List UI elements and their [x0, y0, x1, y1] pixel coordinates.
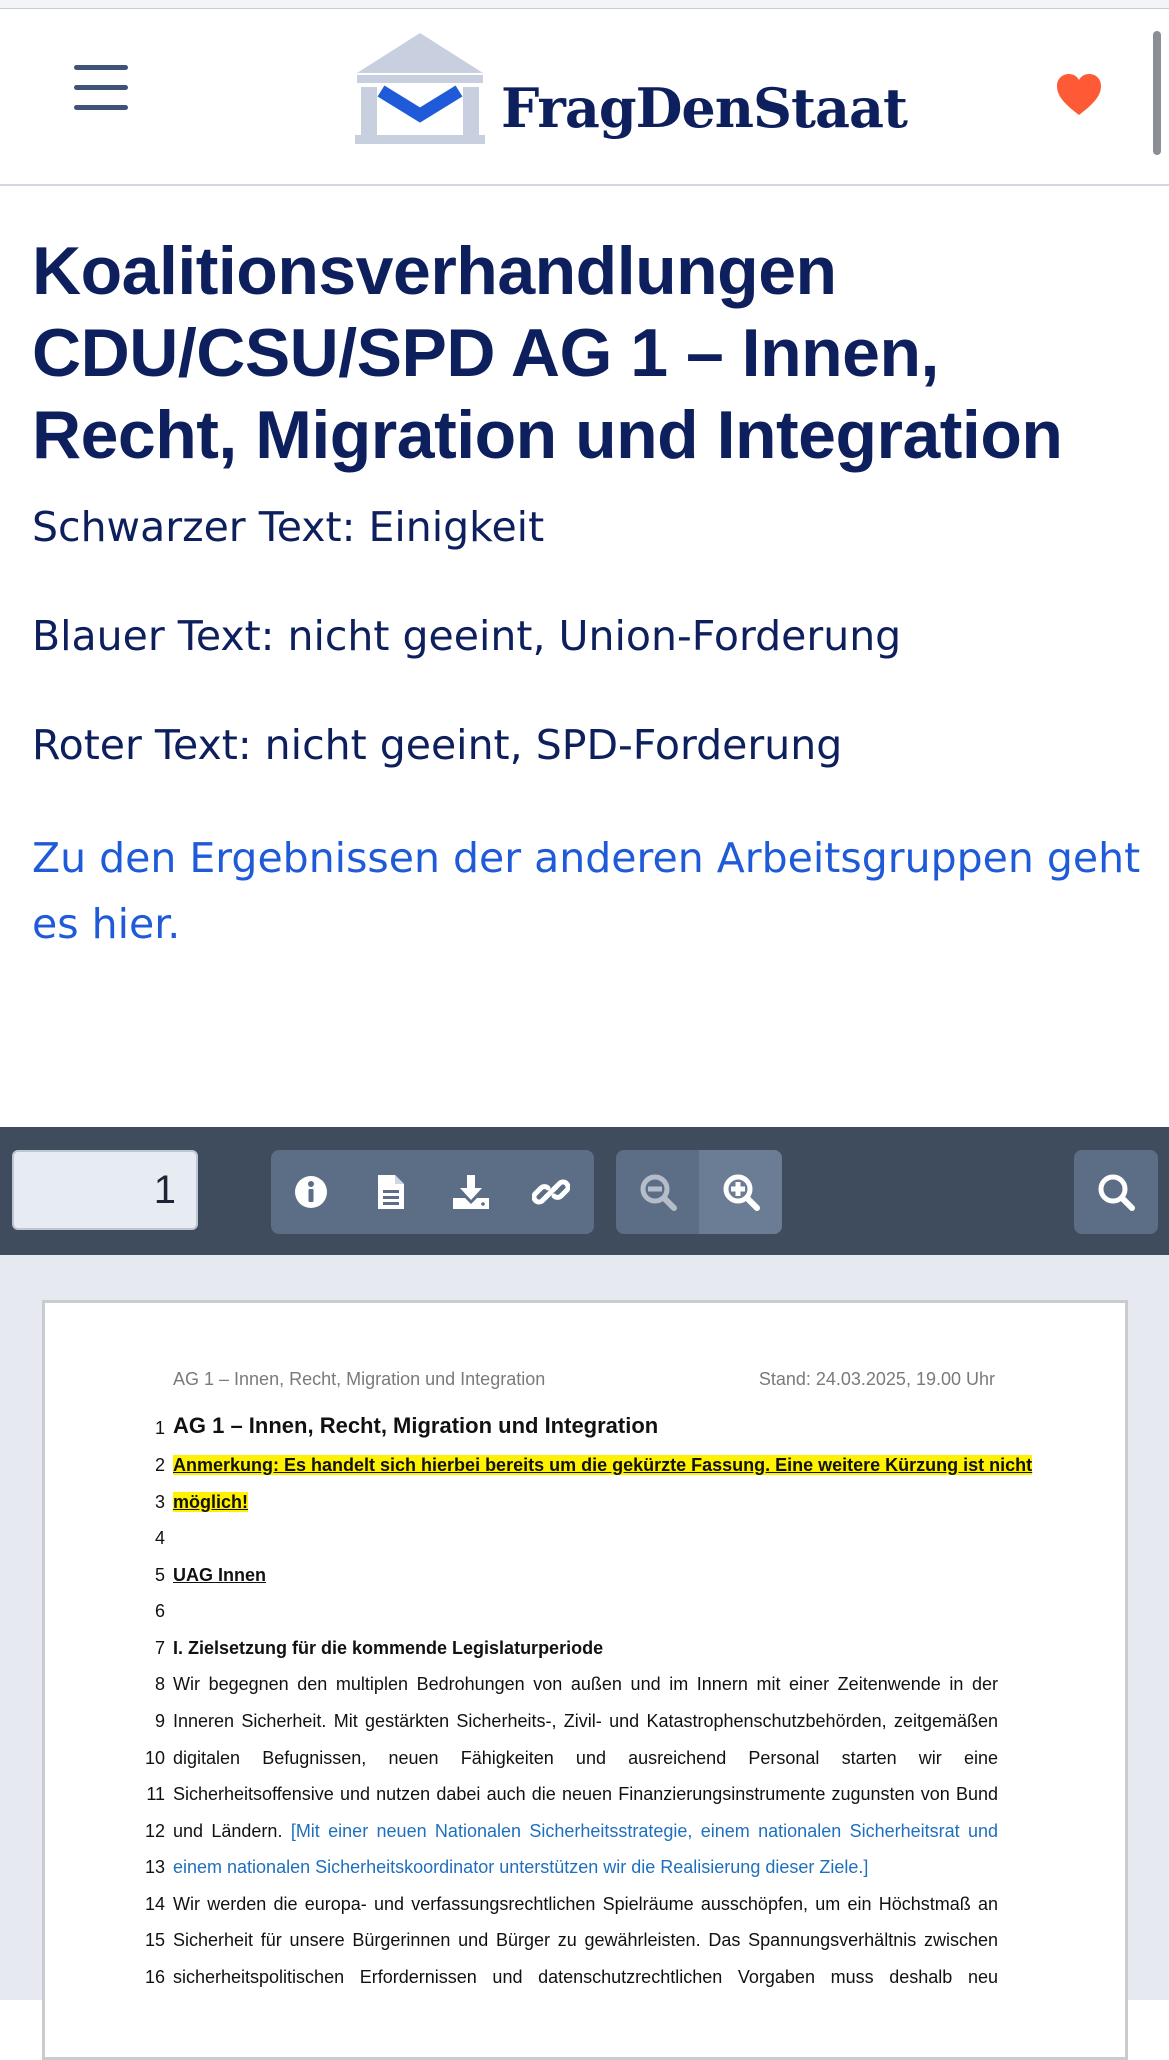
logo-building-icon — [355, 31, 485, 146]
line-number: 11 — [146, 1784, 165, 1804]
link-icon[interactable] — [511, 1150, 591, 1234]
logo-text: FragDenStaat — [501, 76, 907, 140]
site-header — [0, 9, 1169, 186]
document-line — [173, 1821, 998, 1842]
page-scrollbar[interactable] — [1153, 31, 1161, 155]
subsection-heading: I. Zielsetzung für die kommende Legislaturperiode — [173, 1638, 604, 1658]
document-line: Sicherheitsoffensive und nutzen dabei auch die neuen Finanzierungsinstrumente zugunsten von Bund — [173, 1784, 998, 1804]
highlighted-note: möglich! — [173, 1492, 248, 1512]
other-working-groups-link[interactable]: Zu den Ergebnissen der anderen Arbeitsgruppen geht es hier. — [32, 834, 1141, 948]
document-page — [42, 1300, 1128, 2060]
line-number: 5 — [154, 1565, 165, 1585]
info-icon[interactable] — [271, 1150, 351, 1234]
zoom-out-icon[interactable] — [616, 1150, 699, 1234]
search-icon[interactable] — [1074, 1150, 1158, 1234]
hamburger-menu-icon[interactable] — [74, 65, 128, 111]
page-header-right: Stand: 24.03.2025, 19.00 Uhr — [758, 1369, 995, 1389]
page-title: Koalitionsverhandlungen CDU/CSU/SPD AG 1 – Innen, Recht, Migration und Integration — [32, 233, 1063, 473]
line-number: 7 — [154, 1638, 165, 1658]
site-logo[interactable] — [355, 31, 907, 151]
line-number: 8 — [154, 1674, 165, 1694]
page-header-left: AG 1 – Innen, Recht, Migration und Integration — [173, 1369, 546, 1389]
document-viewer[interactable] — [0, 1255, 1169, 2000]
document-line: Wir werden die europa- und verfassungsrechtlichen Spielräume ausschöpfen, um ein Höchstmaß an — [173, 1894, 998, 1914]
zoom-group — [616, 1150, 782, 1234]
document-line: digitalen Befugnissen, neuen Fähigkeiten und ausreichend Personal starten wir eine — [173, 1748, 998, 1768]
legend-blue-text: Blauer Text: nicht geeint, Union-Forderung — [32, 612, 902, 660]
document-line — [173, 1455, 1033, 1476]
document-icon[interactable] — [351, 1150, 431, 1234]
document-text: und Ländern. — [173, 1821, 283, 1841]
union-demand-text: einem nationalen Sicherheitskoordinator unterstützen wir die Realisierung dieser Ziele.] — [173, 1857, 869, 1877]
document-viewer-toolbar — [0, 1127, 1169, 1255]
legend-black-text: Schwarzer Text: Einigkeit — [32, 503, 545, 551]
heart-icon[interactable] — [1055, 73, 1103, 117]
document-line — [173, 1492, 998, 1513]
highlighted-note: Anmerkung: Es handelt sich hierbei bereits um die gekürzte Fassung. Eine weitere Kürzung ist nicht — [173, 1455, 1033, 1475]
line-number: 9 — [154, 1711, 165, 1731]
document-line: Sicherheit für unsere Bürgerinnen und Bürger zu gewährleisten. Das Spannungsverhältnis zwischen — [173, 1930, 998, 1950]
line-number: 3 — [154, 1492, 165, 1512]
line-number: 4 — [154, 1528, 165, 1548]
download-icon[interactable] — [431, 1150, 511, 1234]
zoom-in-icon[interactable] — [699, 1150, 782, 1234]
union-demand-text: [Mit einer neuen Nationalen Sicherheitsstrategie, einem nationalen Sicherheitsrat und — [290, 1821, 999, 1841]
legend-red-text: Roter Text: nicht geeint, SPD-Forderung — [32, 721, 843, 769]
document-line: Inneren Sicherheit. Mit gestärkten Sicherheits-, Zivil- und Katastrophenschutzbehörden, zeitgemäßen — [173, 1711, 998, 1731]
line-number: 14 — [144, 1894, 165, 1914]
line-number: 10 — [144, 1748, 165, 1768]
browser-top-edge — [0, 0, 1169, 9]
line-number: 1 — [154, 1418, 165, 1438]
document-actions-group — [271, 1150, 594, 1234]
line-number: 16 — [144, 1967, 165, 1987]
document-line: Wir begegnen den multiplen Bedrohungen von außen und im Innern mit einer Zeitenwende in der — [173, 1674, 998, 1694]
section-heading: UAG Innen — [173, 1565, 266, 1585]
page-number-input[interactable]: 1 — [12, 1150, 198, 1230]
document-line: sicherheitspolitischen Erfordernissen und datenschutzrechtlichen Vorgaben muss deshalb neu — [173, 1967, 998, 1987]
line-number: 13 — [144, 1857, 165, 1877]
line-number: 15 — [144, 1930, 165, 1950]
line-number: 2 — [154, 1455, 165, 1475]
line-number: 12 — [144, 1821, 165, 1841]
line-number: 6 — [154, 1601, 165, 1621]
document-heading: AG 1 – Innen, Recht, Migration und Integration — [173, 1413, 659, 1438]
